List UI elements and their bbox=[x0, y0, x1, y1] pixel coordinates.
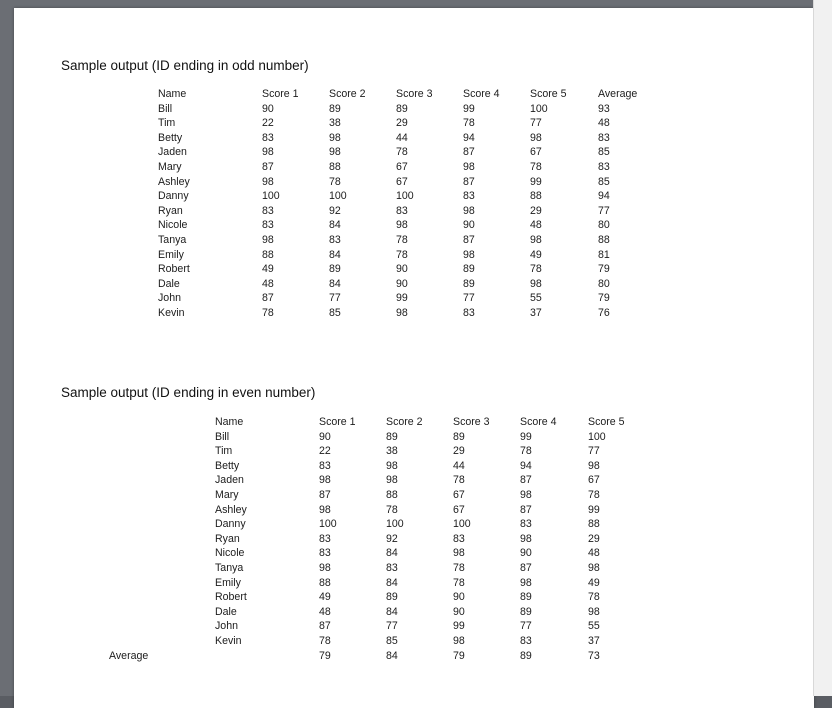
score-cell: 79 bbox=[598, 292, 610, 305]
score-cell: 83 bbox=[520, 518, 532, 531]
score-cell: 77 bbox=[329, 292, 341, 305]
score-cell: 88 bbox=[588, 518, 600, 531]
score-cell: 89 bbox=[329, 263, 341, 276]
column-header: Score 2 bbox=[329, 88, 366, 100]
score-cell: 98 bbox=[463, 161, 475, 173]
score-cell: 83 bbox=[262, 131, 274, 144]
score-cell: 49 bbox=[262, 263, 274, 276]
vertical-scrollbar[interactable] bbox=[813, 0, 832, 696]
score-cell: 90 bbox=[520, 547, 532, 560]
student-name: John bbox=[158, 292, 181, 305]
score-cell: 98 bbox=[588, 562, 600, 574]
score-cell: 49 bbox=[319, 591, 331, 604]
student-name: Ashley bbox=[158, 175, 190, 188]
score-cell: 90 bbox=[262, 102, 274, 115]
score-cell: 98 bbox=[262, 234, 274, 246]
score-cell: 48 bbox=[530, 219, 542, 232]
score-cell: 92 bbox=[386, 532, 398, 545]
score-cell: 98 bbox=[262, 175, 274, 188]
student-name: Nicole bbox=[158, 219, 188, 232]
score-cell: 88 bbox=[329, 161, 341, 173]
column-header: Average bbox=[598, 88, 638, 100]
score-cell: 94 bbox=[598, 190, 610, 203]
score-cell: 99 bbox=[520, 430, 532, 443]
score-cell: 87 bbox=[463, 175, 475, 188]
score-cell: 83 bbox=[319, 532, 331, 545]
score-cell: 78 bbox=[530, 161, 542, 173]
score-cell: 90 bbox=[453, 591, 465, 604]
score-cell: 37 bbox=[530, 307, 542, 319]
average-value: 73 bbox=[588, 649, 600, 662]
score-cell: 67 bbox=[396, 175, 408, 188]
score-cell: 100 bbox=[329, 190, 347, 203]
score-cell: 83 bbox=[396, 204, 408, 217]
score-cell: 89 bbox=[386, 430, 398, 443]
score-cell: 84 bbox=[386, 576, 398, 589]
score-cell: 87 bbox=[520, 503, 532, 516]
score-cell: 83 bbox=[319, 459, 331, 472]
score-cell: 78 bbox=[396, 146, 408, 159]
score-cell: 83 bbox=[319, 547, 331, 560]
score-cell: 98 bbox=[530, 277, 542, 290]
score-cell: 29 bbox=[530, 204, 542, 217]
score-cell: 87 bbox=[262, 161, 274, 173]
student-name: Dale bbox=[158, 277, 180, 290]
score-cell: 98 bbox=[588, 459, 600, 472]
score-cell: 81 bbox=[598, 248, 610, 261]
average-value: 89 bbox=[520, 649, 532, 662]
score-cell: 98 bbox=[453, 635, 465, 647]
student-name: Tanya bbox=[158, 234, 187, 246]
score-cell: 80 bbox=[598, 219, 610, 232]
score-cell: 85 bbox=[386, 635, 398, 647]
score-cell: 88 bbox=[598, 234, 610, 246]
score-cell: 98 bbox=[520, 489, 532, 501]
score-cell: 85 bbox=[598, 175, 610, 188]
score-cell: 77 bbox=[598, 204, 610, 217]
score-cell: 78 bbox=[262, 307, 274, 319]
score-cell: 77 bbox=[463, 292, 475, 305]
score-cell: 98 bbox=[386, 459, 398, 472]
student-name: John bbox=[215, 620, 238, 633]
column-header: Score 3 bbox=[453, 416, 490, 428]
score-cell: 78 bbox=[520, 445, 532, 458]
score-cell: 99 bbox=[588, 503, 600, 516]
score-cell: 84 bbox=[329, 277, 341, 290]
score-cell: 98 bbox=[319, 474, 331, 487]
score-cell: 98 bbox=[588, 605, 600, 618]
column-header: Score 5 bbox=[530, 88, 567, 100]
score-cell: 67 bbox=[588, 474, 600, 487]
student-name: Mary bbox=[158, 161, 182, 173]
score-cell: 89 bbox=[453, 430, 465, 443]
score-cell: 98 bbox=[319, 562, 331, 574]
student-name: Danny bbox=[215, 518, 246, 531]
student-name: Betty bbox=[215, 459, 240, 472]
student-name: Kevin bbox=[215, 635, 242, 647]
student-name: Ryan bbox=[158, 204, 183, 217]
score-cell: 87 bbox=[463, 146, 475, 159]
score-cell: 87 bbox=[520, 474, 532, 487]
score-cell: 83 bbox=[520, 635, 532, 647]
score-cell: 83 bbox=[262, 219, 274, 232]
score-cell: 87 bbox=[319, 620, 331, 633]
score-cell: 98 bbox=[396, 307, 408, 319]
score-cell: 88 bbox=[262, 248, 274, 261]
student-name: Emily bbox=[158, 248, 184, 261]
score-cell: 87 bbox=[262, 292, 274, 305]
score-cell: 90 bbox=[453, 605, 465, 618]
score-cell: 100 bbox=[453, 518, 471, 531]
score-cell: 77 bbox=[588, 445, 600, 458]
score-cell: 38 bbox=[386, 445, 398, 458]
score-cell: 99 bbox=[463, 102, 475, 115]
average-value: 79 bbox=[319, 649, 331, 662]
score-cell: 89 bbox=[463, 263, 475, 276]
score-cell: 90 bbox=[319, 430, 331, 443]
score-cell: 29 bbox=[588, 532, 600, 545]
score-cell: 98 bbox=[453, 547, 465, 560]
score-cell: 67 bbox=[530, 146, 542, 159]
score-cell: 79 bbox=[598, 263, 610, 276]
scores-table-odd bbox=[14, 88, 814, 328]
score-cell: 98 bbox=[329, 146, 341, 159]
score-cell: 92 bbox=[329, 204, 341, 217]
score-cell: 78 bbox=[329, 175, 341, 188]
score-cell: 67 bbox=[453, 503, 465, 516]
score-cell: 89 bbox=[520, 605, 532, 618]
score-cell: 89 bbox=[386, 591, 398, 604]
score-cell: 84 bbox=[329, 219, 341, 232]
score-cell: 98 bbox=[463, 248, 475, 261]
score-cell: 89 bbox=[463, 277, 475, 290]
score-cell: 84 bbox=[386, 547, 398, 560]
student-name: Bill bbox=[158, 102, 173, 115]
student-name: Tim bbox=[215, 445, 233, 458]
score-cell: 98 bbox=[530, 234, 542, 246]
score-cell: 100 bbox=[530, 102, 548, 115]
score-cell: 98 bbox=[329, 131, 341, 144]
scores-table-even bbox=[14, 416, 814, 676]
student-name: Dale bbox=[215, 605, 237, 618]
score-cell: 78 bbox=[463, 117, 475, 130]
student-name: Jaden bbox=[158, 146, 187, 159]
score-cell: 78 bbox=[530, 263, 542, 276]
score-cell: 78 bbox=[588, 489, 600, 501]
score-cell: 83 bbox=[598, 161, 610, 173]
score-cell: 78 bbox=[396, 234, 408, 246]
score-cell: 90 bbox=[463, 219, 475, 232]
score-cell: 98 bbox=[396, 219, 408, 232]
score-cell: 29 bbox=[396, 117, 408, 130]
score-cell: 29 bbox=[453, 445, 465, 458]
score-cell: 99 bbox=[453, 620, 465, 633]
student-name: Tim bbox=[158, 117, 176, 130]
average-value: 84 bbox=[386, 649, 398, 662]
score-cell: 83 bbox=[386, 562, 398, 574]
score-cell: 83 bbox=[262, 204, 274, 217]
score-cell: 48 bbox=[588, 547, 600, 560]
score-cell: 44 bbox=[396, 131, 408, 144]
student-name: Bill bbox=[215, 430, 230, 443]
student-name: Ryan bbox=[215, 532, 240, 545]
column-header: Score 1 bbox=[319, 416, 356, 428]
column-header: Score 1 bbox=[262, 88, 299, 100]
student-name: Robert bbox=[215, 591, 247, 604]
score-cell: 98 bbox=[530, 131, 542, 144]
score-cell: 89 bbox=[329, 102, 341, 115]
score-cell: 98 bbox=[520, 576, 532, 589]
score-cell: 87 bbox=[520, 562, 532, 574]
score-cell: 98 bbox=[520, 532, 532, 545]
column-header: Score 2 bbox=[386, 416, 423, 428]
score-cell: 77 bbox=[520, 620, 532, 633]
score-cell: 98 bbox=[463, 204, 475, 217]
student-name: Betty bbox=[158, 131, 183, 144]
score-cell: 88 bbox=[386, 489, 398, 501]
score-cell: 100 bbox=[319, 518, 337, 531]
score-cell: 44 bbox=[453, 459, 465, 472]
score-cell: 67 bbox=[396, 161, 408, 173]
score-cell: 99 bbox=[530, 175, 542, 188]
score-cell: 89 bbox=[520, 591, 532, 604]
score-cell: 77 bbox=[386, 620, 398, 633]
student-name: Robert bbox=[158, 263, 190, 276]
score-cell: 38 bbox=[329, 117, 341, 130]
score-cell: 78 bbox=[386, 503, 398, 516]
column-header: Score 4 bbox=[463, 88, 500, 100]
student-name: Tanya bbox=[215, 562, 244, 574]
score-cell: 78 bbox=[396, 248, 408, 261]
column-header: Score 5 bbox=[588, 416, 625, 428]
score-cell: 85 bbox=[329, 307, 341, 319]
score-cell: 87 bbox=[319, 489, 331, 501]
score-cell: 48 bbox=[319, 605, 331, 618]
score-cell: 100 bbox=[588, 430, 606, 443]
average-label: Average bbox=[109, 649, 149, 662]
score-cell: 88 bbox=[319, 576, 331, 589]
score-cell: 93 bbox=[598, 102, 610, 115]
column-header: Score 3 bbox=[396, 88, 433, 100]
score-cell: 87 bbox=[463, 234, 475, 246]
student-name: Emily bbox=[215, 576, 241, 589]
score-cell: 84 bbox=[329, 248, 341, 261]
score-cell: 98 bbox=[386, 474, 398, 487]
score-cell: 22 bbox=[262, 117, 274, 130]
score-cell: 94 bbox=[463, 131, 475, 144]
student-name: Mary bbox=[215, 489, 239, 501]
score-cell: 78 bbox=[453, 576, 465, 589]
student-name: Nicole bbox=[215, 547, 245, 560]
average-value: 79 bbox=[453, 649, 465, 662]
score-cell: 76 bbox=[598, 307, 610, 319]
score-cell: 37 bbox=[588, 635, 600, 647]
section-even-heading: Sample output (ID ending in even number) bbox=[61, 385, 316, 400]
score-cell: 83 bbox=[463, 307, 475, 319]
score-cell: 78 bbox=[588, 591, 600, 604]
score-cell: 78 bbox=[453, 474, 465, 487]
column-header: Name bbox=[215, 416, 244, 428]
score-cell: 84 bbox=[386, 605, 398, 618]
score-cell: 99 bbox=[396, 292, 408, 305]
column-header: Score 4 bbox=[520, 416, 557, 428]
score-cell: 78 bbox=[453, 562, 465, 574]
score-cell: 100 bbox=[386, 518, 404, 531]
score-cell: 98 bbox=[319, 503, 331, 516]
score-cell: 55 bbox=[530, 292, 542, 305]
score-cell: 83 bbox=[463, 190, 475, 203]
score-cell: 78 bbox=[319, 635, 331, 647]
document-page bbox=[14, 8, 814, 708]
score-cell: 49 bbox=[530, 248, 542, 261]
score-cell: 89 bbox=[396, 102, 408, 115]
score-cell: 80 bbox=[598, 277, 610, 290]
score-cell: 83 bbox=[453, 532, 465, 545]
score-cell: 100 bbox=[396, 190, 414, 203]
score-cell: 67 bbox=[453, 489, 465, 501]
score-cell: 100 bbox=[262, 190, 280, 203]
score-cell: 48 bbox=[598, 117, 610, 130]
score-cell: 77 bbox=[530, 117, 542, 130]
section-odd-heading: Sample output (ID ending in odd number) bbox=[61, 58, 309, 73]
score-cell: 49 bbox=[588, 576, 600, 589]
score-cell: 55 bbox=[588, 620, 600, 633]
score-cell: 88 bbox=[530, 190, 542, 203]
score-cell: 90 bbox=[396, 277, 408, 290]
student-name: Jaden bbox=[215, 474, 244, 487]
student-name: Danny bbox=[158, 190, 189, 203]
student-name: Ashley bbox=[215, 503, 247, 516]
score-cell: 22 bbox=[319, 445, 331, 458]
score-cell: 98 bbox=[262, 146, 274, 159]
column-header: Name bbox=[158, 88, 187, 100]
score-cell: 83 bbox=[598, 131, 610, 144]
student-name: Kevin bbox=[158, 307, 185, 319]
score-cell: 48 bbox=[262, 277, 274, 290]
score-cell: 85 bbox=[598, 146, 610, 159]
score-cell: 83 bbox=[329, 234, 341, 246]
score-cell: 90 bbox=[396, 263, 408, 276]
score-cell: 94 bbox=[520, 459, 532, 472]
